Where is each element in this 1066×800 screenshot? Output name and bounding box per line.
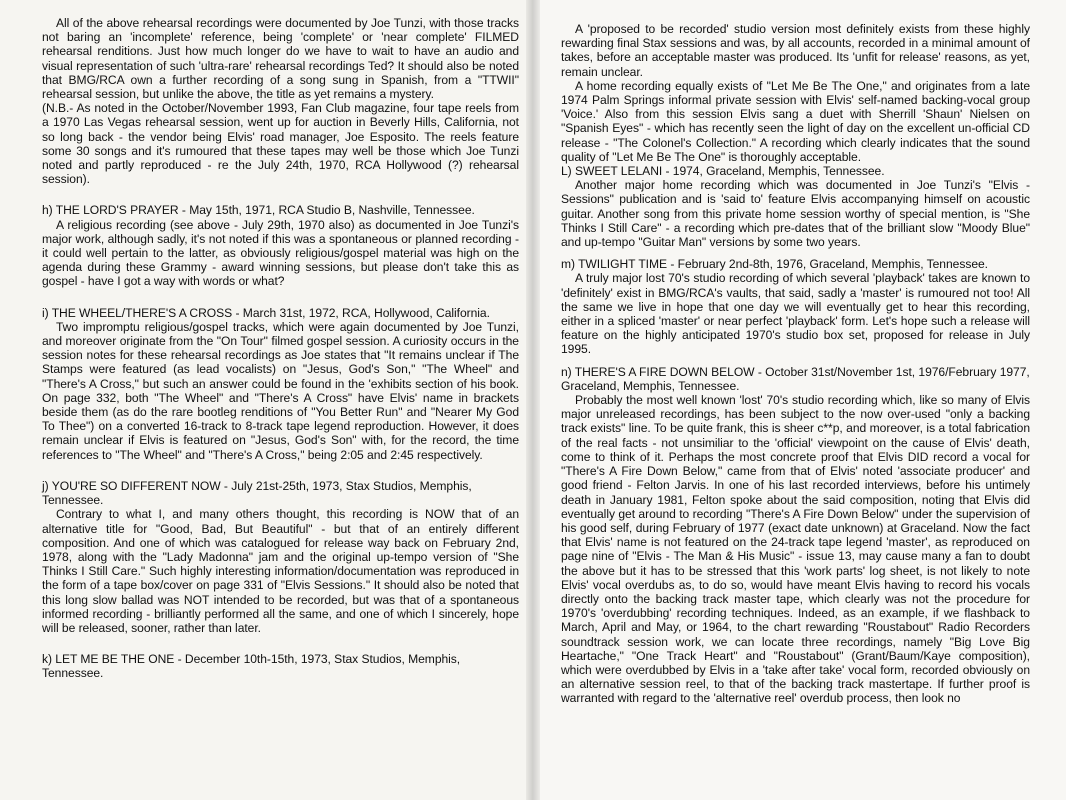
section-heading-i: i) THE WHEEL/THERE'S A CROSS - March 31st, 1972, RCA, Hollywood, California. [42, 305, 490, 320]
section-body-h: A religious recording (see above - July 29th, 1970 also) as documented in Joe Tunzi's major work, although sadly, it's not noted if this was a spontaneous or planned recording - it could well pertain to the latter, as obviously religious/gospel material was high on the agenda during these Grammy - award winning sessions, but please don't take this as gospel - have I got a way with words or what? [42, 217, 519, 289]
section-heading-n: n) THERE'S A FIRE DOWN BELOW - October 31st/November 1st, 1976/February 1977, Graceland, Memphis, Tennessee. [561, 364, 1030, 393]
intro-paragraph: A 'proposed to be recorded' studio version most definitely exists from these highly rewarding final Stax sessions and was, by all accounts, recorded in a minimal amount of takes, before an acceptable master was produced. Its 'unfit for release' reasons, as yet, remain unclear. [561, 22, 1030, 79]
section-body-j: Contrary to what I, and many others thought, this recording is NOW that of an alternative title for "Good, Bad, But Beautiful" - but that of an entirely different composition. And one of which was catalogued for release way back on February 2nd, 1978, along with the "Lady Madonna" jam and the original up-tempo version of "She Thinks I Still Care." Such highly interesting information/documentation was reproduced in the form of a tape box/cover on page 331 of "Elvis Sessions." It should also be noted that this long slow ballad was NOT intended to be recorded, but was that of a spontaneous informed recording - brilliantly performed all the same, and one of which I sincerely, hope will be released, sooner, rather than later. [42, 507, 519, 635]
section-heading-k: k) LET ME BE THE ONE - December 10th-15th, 1973, Stax Studios, Memphis, Tennessee. [42, 652, 461, 681]
section-body-n: Probably the most well known 'lost' 70's studio recording which, like so many of Elvis major unreleased recordings, has been subject to the now over-used "only a backing track exists" line. To be quite frank, this is sheer c**p, and moreover, is a total fabrication of the real facts - not unsimiliar to the 'official' viewpoint on the cause of Elvis' death, come to think of it. Perhaps the most concrete proof that Elvis DID record a vocal for "There's A Fire Down Below," came from that of Elvis' noted 'associate producer' and good friend - Felton Jarvis. In one of his last recorded interviews, before his untimely death in January 1981, Felton spoke about the said composition, noting that Elvis did eventually get around to recording "There's A Fire Down Below" under the supervision of his good self, during February of 1977 (exact date unknown) at Graceland. Now the fact that Elvis' name is not featured on the 24-track tape legend 'master', as reproduced on page nine of "Elvis - The Man & His Music" - issue 13, may cause many a fan to doubt the above but it has to be stressed that this 'work parts' log sheet, is not likely to note Elvis' vocal overdubs as, to do so, would have meant Elvis having to record his vocals directly onto the backing track master tape, which clearly was not the procedure for 1970's 'overdubbing' recording techniques. Indeed, as an example, if we flashback to March, April and May, or 1964, to the chart rewarding "Roustabout" Radio Recorders soundtrack session work, we can locate three recordings, namely "Big Love Big Heartache," "One Track Heart" and "Roustabout" (Grant/Baum/Kaye composition), which were overdubbed by Elvis in a 'take after take' vocal form, recorded obviously on an alternative session reel, to that of the backing track mastertape. If further proof is warranted with regard to the 'alternative reel' overdub process, then look no [561, 393, 1030, 706]
intro-paragraph: All of the above rehearsal recordings were documented by Joe Tunzi, with those tracks not baring an 'incomplete' reference, being 'complete' or 'near complete' FILMED rehearsal renditions. Just how much longer do we have to wait to have an audio and visual representation of such 'ultra-rare' rehearsal recordings Ted? It should also be noted that BMG/RCA own a further recording of a song sung in Spanish, from a "TTWII" rehearsal session, but unlike the above, the title as yet remains a mystery. [42, 16, 519, 102]
section-heading-j: j) YOU'RE SO DIFFERENT NOW - July 21st-25th, 1973, Stax Studios, Memphis, Tennessee. [42, 478, 472, 508]
section-body-l: Another major home recording which was documented in Joe Tunzi's "Elvis - Sessions" publication and is 'said to' feature Elvis accompanying himself on acoustic guitar. Another song from this private home session worthy of special mention, is "She Thinks I Still Care" - a recording which pre-dates that of the brilliant slow "Moody Blue" and up-tempo "Guitar Man" versions by some two years. [561, 178, 1030, 250]
section-body-m: A truly major lost 70's studio recording of which several 'playback' takes are known to 'definitely' exist in BMG/RCA's vaults, that said, sadly a 'master' is rumoured not too! All the same we live in hope that one day we will eventually get to hear this recording, either in a spliced 'master' or near perfect 'playback' form. Let's hope such a release will feature on the highly anticipated 1970's studio box set, proposed for release in July 1995. [561, 271, 1030, 357]
nb-paragraph: (N.B.- As noted in the October/November 1993, Fan Club magazine, four tape reels from a 1970 Las Vegas rehearsal session, went up for auction in Beverly Hills, California, not so long back - the vendor being Elvis' road manager, Joe Esposito. The reels feature some 30 songs and it's rumoured that these tapes may well be those which Joe Tunzi noted and partly reproduced - re the July 24th, 1970, RCA Hollywood (?) rehearsal session). [42, 101, 519, 187]
right-column [561, 22, 1030, 706]
section-heading-h: h) THE LORD'S PRAYER - May 15th, 1971, RCA Studio B, Nashville, Tennessee. [42, 203, 475, 218]
section-heading-m: m) TWILIGHT TIME - February 2nd-8th, 1976, Graceland, Memphis, Tennessee. [561, 257, 988, 272]
home-recording-paragraph: A home recording equally exists of "Let Me Be The One," and originates from a late 1974 Palm Springs informal private session with Elvis' self-named backing-vocal group 'Voice.' Also from this session Elvis sang a duet with Sherrill 'Shaun' Nielsen on "Spanish Eyes" - which has recently seen the light of day on the excellent un-official CD release - "The Colonel's Collection." A recording which clearly indicates that the sound quality of "Let Me Be The One" is thoroughly acceptable. [561, 78, 1030, 164]
left-column [42, 16, 519, 681]
right-page [533, 0, 1066, 800]
section-heading-l: L) SWEET LELANI - 1974, Graceland, Memphis, Tennessee. [561, 164, 885, 179]
section-body-i: Two impromptu religious/gospel tracks, which were again documented by Joe Tunzi, and moreover originate from the "On Tour" filmed gospel session. A curiosity occurs in the session notes for these rehearsal recordings as Joe states that "It remains unclear if The Stamps were featured (as lead vocalists) on "Jesus, God's Son," "The Wheel" and "There's A Cross," but such an answer could be found in the 'exhibits section of his book. On page 332, both "The Wheel" and "There's A Cross" have Elvis' name in brackets beside them (as do the rare bootleg renditions of "You Better Run" and "Nearer My God To Thee") on a converted 16-track to 8-track tape legend reproduction. However, it does remain unclear if Elvis is featured on "Jesus, God's Son" with, for the record, the time references to "The Wheel" and "There's A Cross," being 2:05 and 2:45 respectively. [42, 319, 519, 462]
book-gutter [526, 0, 540, 800]
